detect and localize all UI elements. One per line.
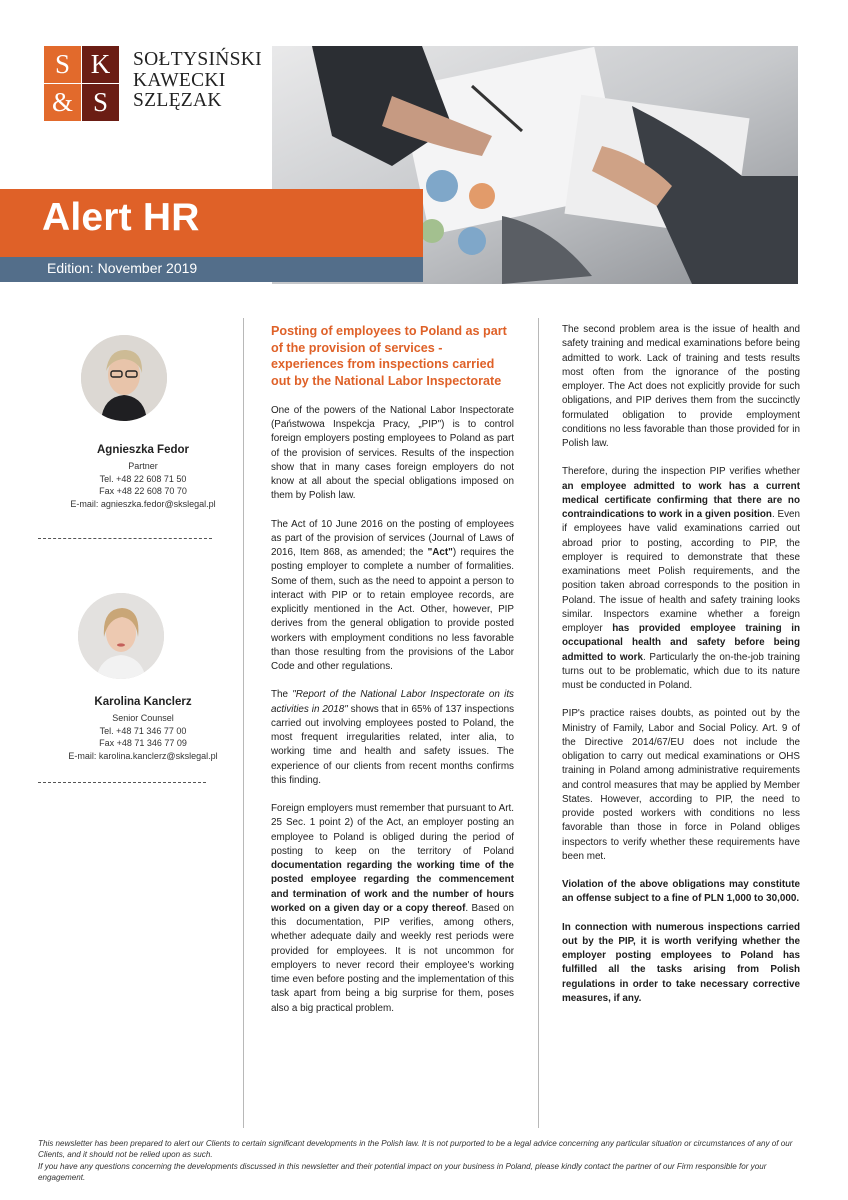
email-link[interactable]: karolina.kanclerz@skslegal.pl [98,750,218,761]
contact-phone: Tel. +48 22 608 71 50 [99,473,187,484]
firm-name: SOŁTYSIŃSKI KAWECKI SZLĘZAK [133,49,262,111]
logo-letter: S [44,46,81,83]
paragraph: PIP's practice raises doubts, as pointed out by the Ministry of Family, Labor and Social Policy. Art. 9 of the Directive 2014/67/EU does not include the obligation to carry out medical examinations or OHS training in Poland among administrative requirements and control measures that may be applied by Member States. However, according to PIP, the need to provide posted workers with conditions no less favorable than those in force in Poland obliges inspectors to verify whether these requirements have been met. [562,708,800,862]
contact-card [38,442,248,510]
paragraph: The Act of 10 June 2016 on the posting of employees as part of the provision of services (Journal of Laws of 2016, Item 868, as amended; the "Act") requires the posting employer to complete a number of formalities. Some of them, such as the need to appoint a person to interact with PIP or to retain employee records, are explicitly mentioned in the Act. Other, however, PIP derives from the general obligation to provide posted workers with employment conditions no less favorable than those resulting from the provisions of the Labor Code and other regulations. [271,518,514,673]
paragraph: Foreign employers must remember that pursuant to Art. 25 Sec. 1 point 2) of the Act, an employer posting an employee to Poland is obliged during the period of posting to keep on the territory of Poland documentation regarding the working time of the posted employee regarding the commencement and termination of work and the number of hours worked on a given day or a copy thereof. Based on this documentation, PIP verifies, among others, whether adequate daily and weekly rest periods were provided for employees. It is not uncommon for employers to never record their employee's working time even before posting and the implementation of this task apart from being a big surprise for them, poses also a big practical problem. [271,803,514,1014]
firm-logo [44,46,120,122]
column-divider [538,318,539,1128]
newsletter-title: Alert HR [42,196,200,239]
paragraph: In connection with numerous inspections carried out by the PIP, it is worth verifying whether the employer posting employees to Poland has fulfilled all the tasks arising from Polish regulations in order to take necessary corrective measures, if any. [562,921,800,1004]
contact-card [38,694,248,762]
contact-name: Agnieszka Fedor [96,444,190,456]
portrait-illustration [78,593,164,679]
article-heading: Posting of employees to Poland as part of the provision of services - experiences from inspections carried out by the National Labor Inspectorate [271,324,507,389]
paragraph: One of the powers of the National Labor Inspectorate (Państwowa Inspekcja Pracy, „PIP") is to control foreign employers posting employees to Poland as part of the provision of services. Results of the inspection show that in many cases foreign employers do not know at all about the special obligations imposed on them by Polish law. [271,404,514,502]
email-link[interactable]: agnieszka.fedor@skslegal.pl [100,498,216,509]
column-divider [243,318,244,1128]
contact-fax: Fax +48 22 608 70 70 [99,486,187,496]
article-column-1 [271,323,514,1030]
portrait-illustration [81,335,167,421]
avatar [81,335,167,421]
disclaimer-text: This newsletter has been prepared to alert our Clients to certain significant developments in the Polish law. It is not purported to be a legal advice concerning any particular situation or circumstances of any of our Clients, and it should not be relied upon as such. [38,1139,793,1160]
avatar [78,593,164,679]
disclaimer-footer [38,1138,810,1183]
logo-letter: & [44,84,81,121]
contact-email: E-mail: karolina.kanclerz@skslegal.pl [68,750,218,761]
disclaimer-text: If you have any questions concerning the developments discussed in this newsletter and their potential impact on your business in Poland, please kindly contact the partner of our Firm responsible for your engagement. [38,1161,767,1182]
contact-separator [38,782,206,783]
paragraph: Therefore, during the inspection PIP verifies whether an employee admitted to work has a current medical certificate confirming that there are no contraindications to work in a given position. Even if employees have valid examinations carried out abroad prior to posting, according to PIP, the employer is required to demonstrate that these examinations meet Polish requirements, and the position taken abroad corresponds to the position in Poland. The issue of health and safety training looks similar. Inspectors examine whether a foreign employer has provided employee training in occupational health and safety before being admitted to work. Particularly the on-the-job training turns out to be problematic, which due to its nature must be conducted in Poland. [562,466,801,691]
paragraph: Violation of the above obligations may constitute an offense subject to a fine of PLN 1,000 to 30,000. [562,879,800,905]
paragraph: The "Report of the National Labor Inspectorate on its activities in 2018" shows that in 65% of 137 inspections carried out involving employees posted to Poland, the most frequent irregularities related, inter alia, to working time and health and safety issues. The experience of our clients from recent months confirms this finding. [271,689,515,786]
contact-phone: Tel. +48 71 346 77 00 [99,725,187,736]
contact-email: E-mail: agnieszka.fedor@skslegal.pl [70,498,216,509]
contact-fax: Fax +48 71 346 77 09 [99,738,187,748]
paragraph: The second problem area is the issue of health and safety training and medical examinations before being admitted to work. Lack of training and tests results most often from the ignorance of the posting employer. The Act does not explicitly provide for such obligations, and PIP derives them from the succinctly formulated obligation to provide employment conditions no less favorable than those provided for in Polish law. [562,324,800,449]
contact-role: Senior Counsel [112,713,174,723]
contact-role: Partner [128,461,158,471]
article-column-2 [562,323,800,1020]
edition-label: Edition: November 2019 [47,260,198,276]
logo-letter: K [82,46,119,83]
contact-name: Karolina Kanclerz [94,696,192,708]
contact-separator [38,538,212,539]
logo-letter: S [82,84,119,121]
